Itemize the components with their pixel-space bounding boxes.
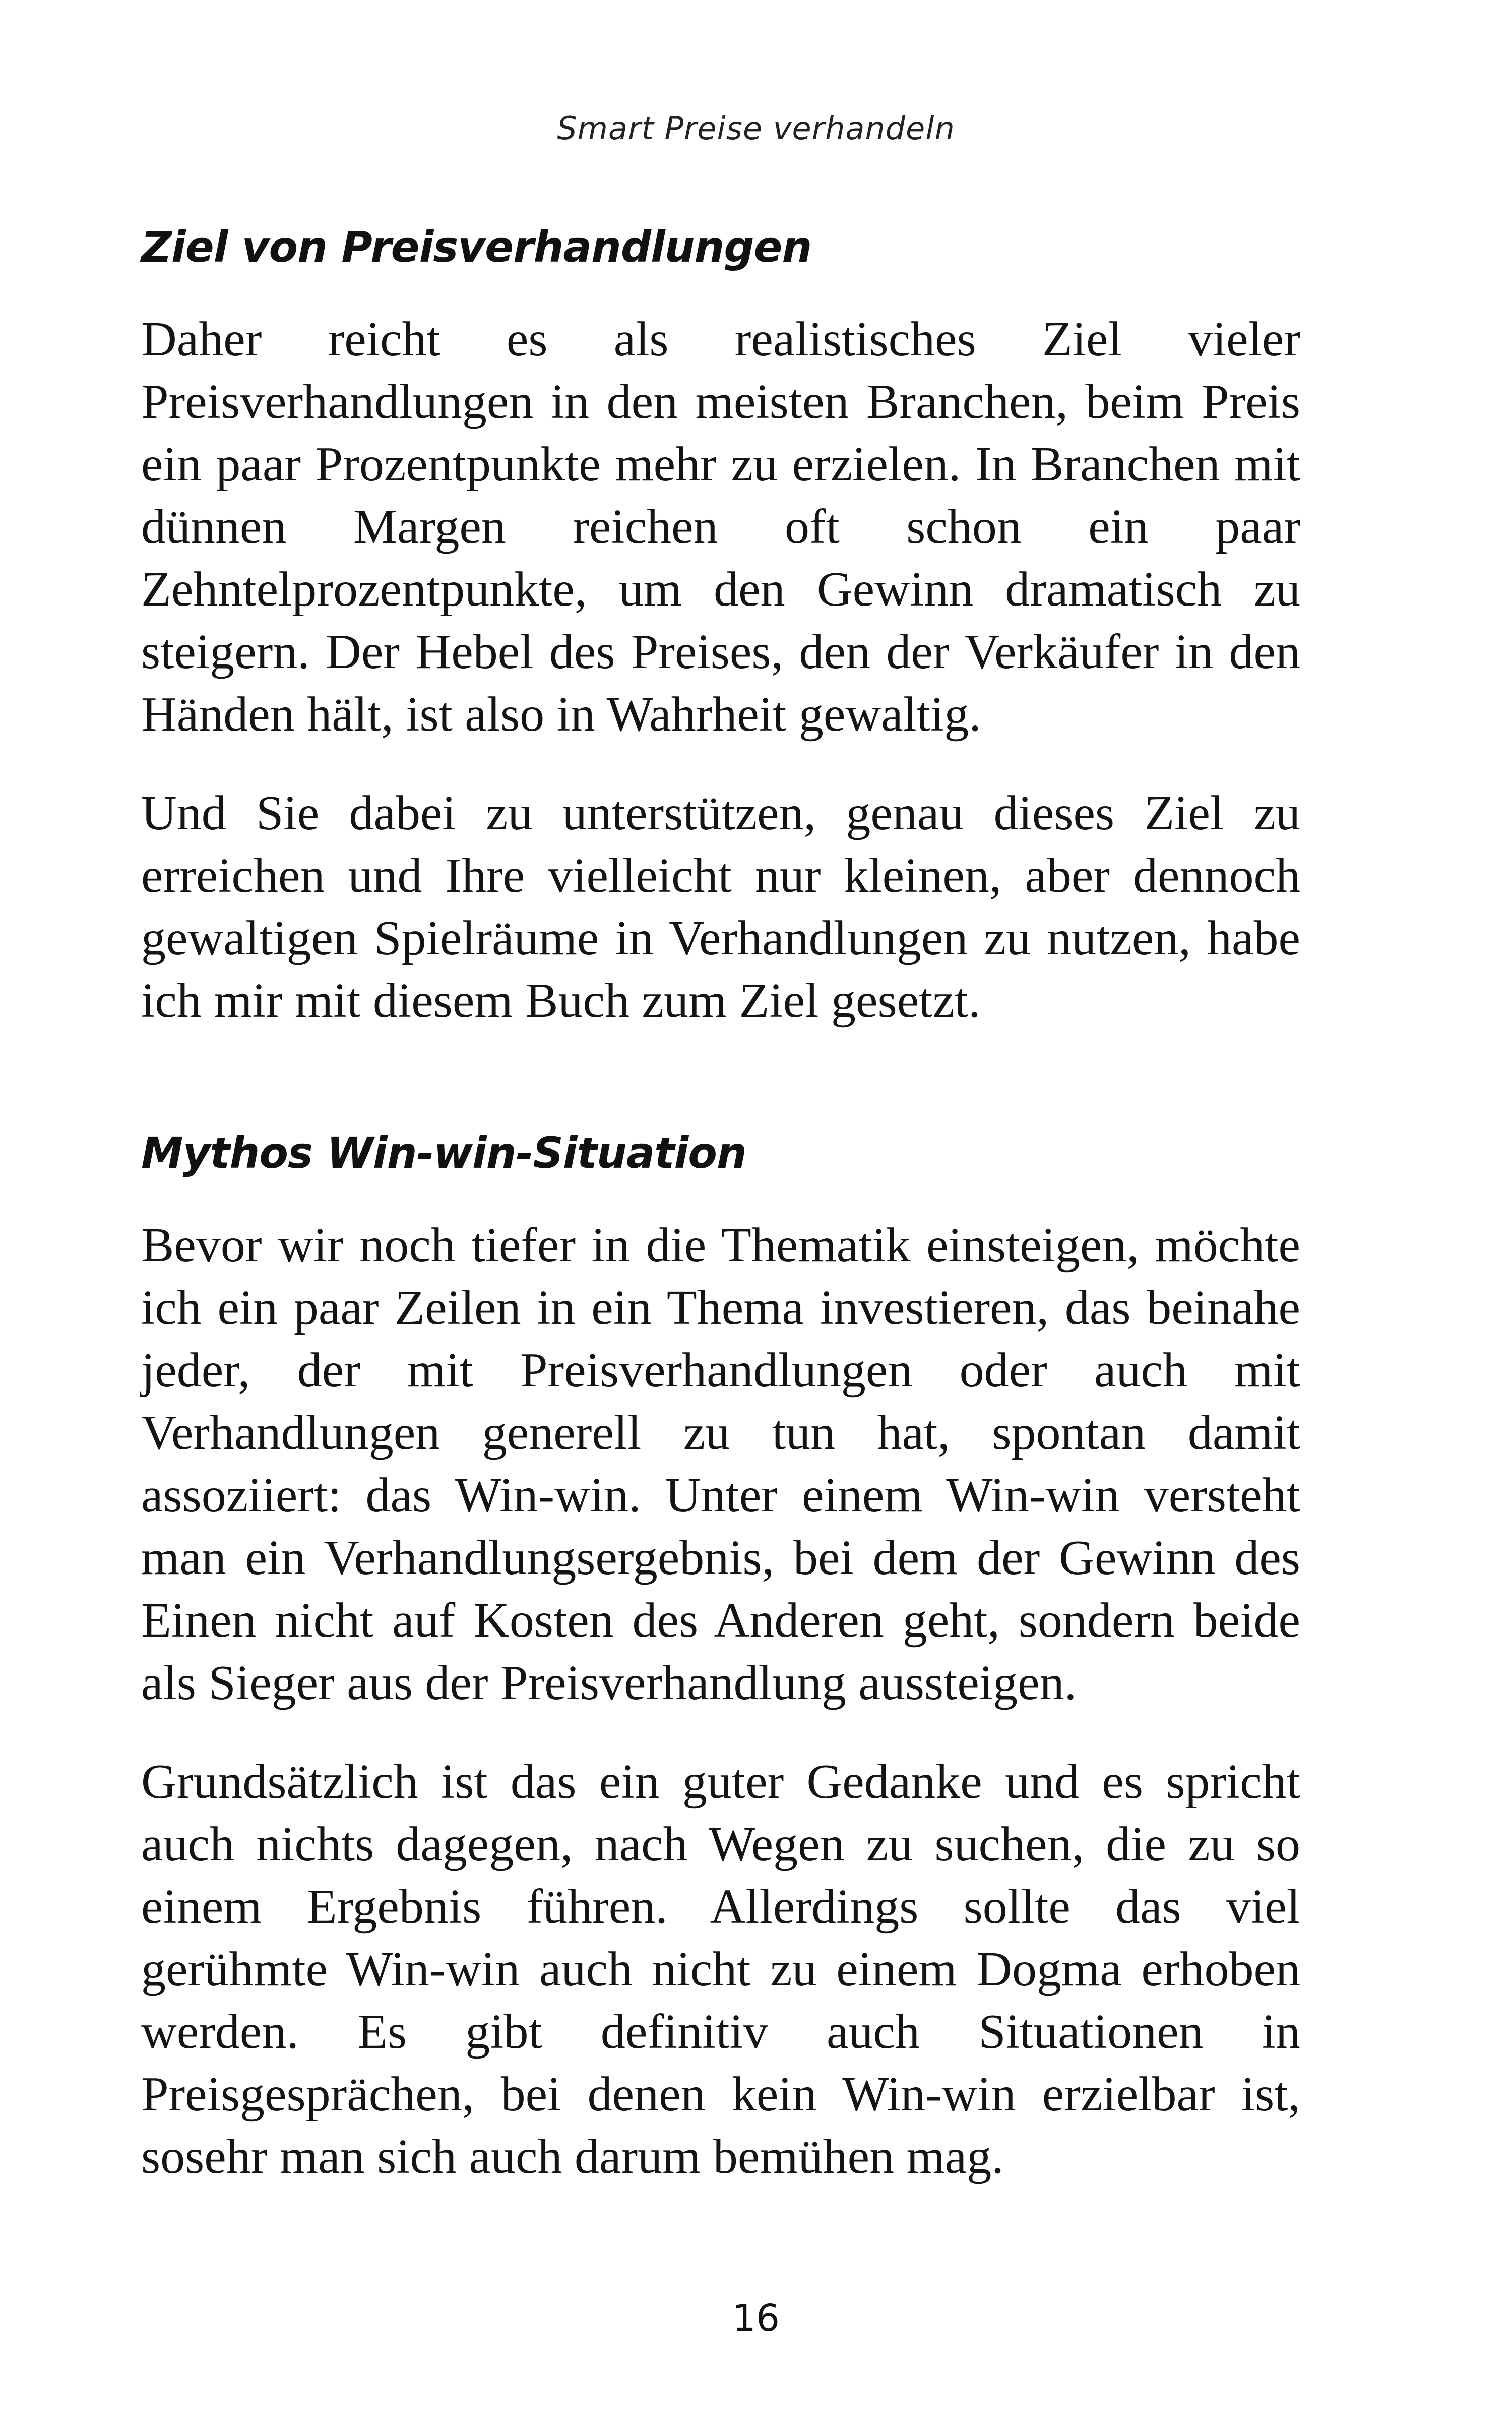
- section-mythos-win-win-situation: [141, 1128, 1300, 2188]
- paragraph: Bevor wir noch tiefer in die Thematik einsteigen, möchte ich ein paar Zeilen in ein Thema investieren, das beinahe jeder, der mit Preisverhandlungen oder auch mit Verhandlungen generell zu tun hat, spontan damit assoziiert: das Win-win. Unter einem Win-win versteht man ein Verhandlungsergebnis, bei dem der Gewinn des Einen nicht auf Kosten des Anderen geht, sondern beide als Sieger aus der Preisverhandlung aussteigen.: [141, 1218, 1300, 1710]
- paragraph: Daher reicht es als realistisches Ziel vieler Preisverhandlungen in den meisten Branchen, beim Preis ein paar Prozentpunkte mehr zu erzielen. In Branchen mit dünnen Margen reichen oft schon ein paar Zehntelprozentpunkte, um den Gewinn dramatisch zu steigern. Der Hebel des Preises, den der Verkäufer in den Händen hält, ist also in Wahrheit gewaltig.: [141, 312, 1300, 742]
- paragraph: Grundsätzlich ist das ein guter Gedanke und es spricht auch nichts dagegen, nach Wegen zu suchen, die zu so einem Ergebnis führen. Allerdings sollte das viel gerühmte Win-win auch nicht zu einem Dogma erhoben werden. Es gibt definitiv auch Situationen in Preisgesprächen, bei denen kein Win-win erzielbar ist, sosehr man sich auch darum bemühen mag.: [141, 1754, 1300, 2184]
- section-heading: Ziel von Preisverhandlungen: [141, 222, 812, 272]
- section-heading: Mythos Win-win-Situation: [141, 1128, 746, 1178]
- paragraph: Und Sie dabei zu unterstützen, genau dieses Ziel zu erreichen und Ihre vielleicht nur kleinen, aber dennoch gewaltigen Spielräume in Verhandlungen zu nutzen, habe ich mir mit diesem Buch zum Ziel gesetzt.: [141, 785, 1300, 1028]
- page-number: 16: [732, 2296, 780, 2340]
- running-header: Smart Preise verhandeln: [557, 110, 955, 147]
- page-content: [141, 222, 1300, 2224]
- section-ziel-von-preisverhandlungen: [141, 222, 1300, 1032]
- section-spacer: [141, 1068, 1300, 1128]
